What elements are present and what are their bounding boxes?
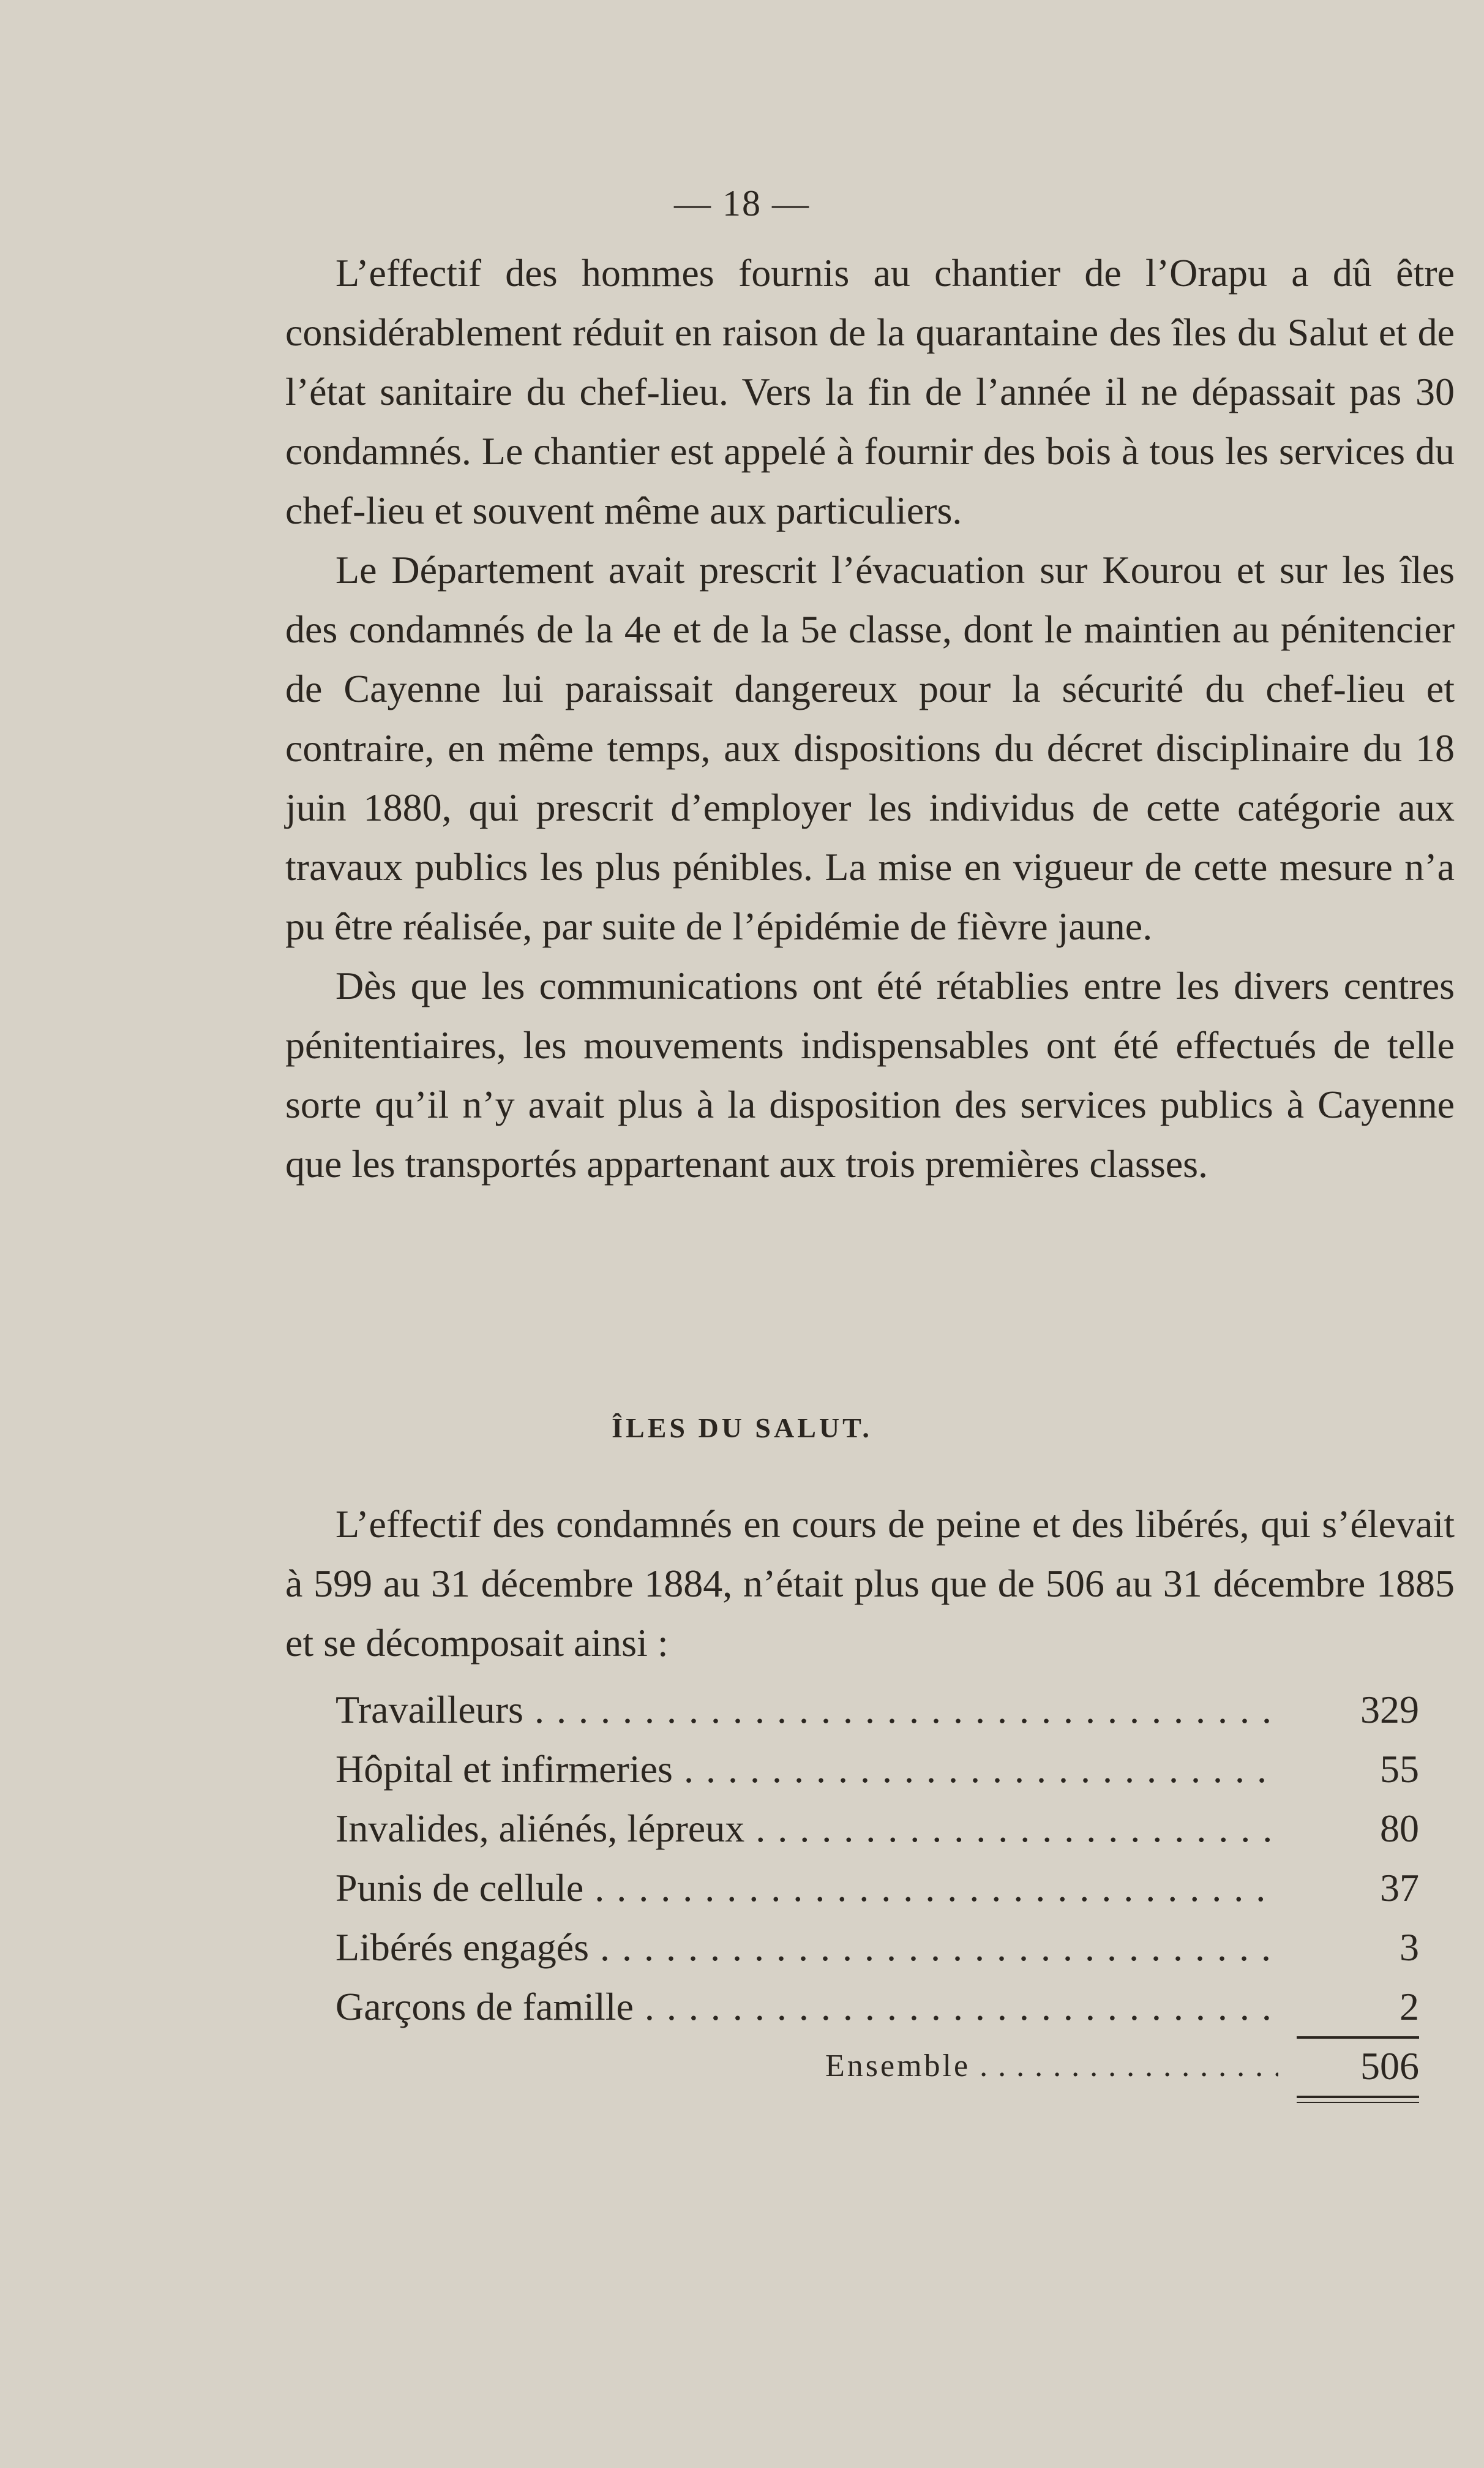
table-row: [335, 1680, 1419, 1739]
paragraph-orapu: L’effectif des hommes fournis au chantier de l’Orapu a dû être considérablement réduit en raison de la quarantaine des îles du Salut et de l’état sanitaire du chef-lieu. Vers la fin de l’année il ne dépassait pas 30 condamnés. Le chantier est appelé à fournir des bois à tous les services du chef-lieu et souvent même aux particuliers.: [285, 251, 1455, 532]
table-row: [335, 1739, 1419, 1799]
row-label: Travailleurs . . .: [335, 1680, 1278, 1739]
section-heading: ÎLES DU SALUT.: [612, 1412, 872, 1443]
page-number: — 18 —: [674, 183, 810, 224]
table-row: [335, 1917, 1419, 1977]
row-value: 80: [1380, 1807, 1419, 1850]
total-value: 506: [1297, 2036, 1419, 2094]
table-row: [335, 1977, 1419, 2036]
row-label: Hôpital et infirmeries . . .: [335, 1739, 1278, 1799]
row-value: 55: [1380, 1747, 1419, 1791]
table-row: [335, 1799, 1419, 1858]
row-value: 329: [1360, 1688, 1419, 1731]
effectif-breakdown-table: [335, 1680, 1419, 2096]
paragraph-communications: Dès que les communications ont été rétablies entre les divers centres pénitentiaires, les mouvements indispensables ont été effectués de telle sorte qu’il n’y avait plus à la disposition des services publics à Cayenne que les transportés appartenant aux trois premières classes.: [285, 964, 1455, 1186]
paragraph-effectif: L’effectif des condamnés en cours de peine et des libérés, qui s’élevait à 599 au 31 décembre 1884, n’était plus que de 506 au 31 décembre 1885 et se décomposait ainsi :: [285, 1502, 1455, 1665]
paragraph-departement: Le Département avait prescrit l’évacuation sur Kourou et sur les îles des condamnés de la 4e et de la 5e classe, dont le maintien au pénitencier de Cayenne lui paraissait dangereux pour la sécurité du chef-lieu et contraire, en même temps, aux dispositions du décret disciplinaire du 18 juin 1880, qui prescrit d’employer les individus de cette catégorie aux travaux publics les plus pénibles. La mise en vigueur de cette mesure n’a pu être réalisée, par suite de l’épidémie de fièvre jaune.: [285, 548, 1455, 948]
table-row: [335, 1858, 1419, 1917]
total-row: [335, 2036, 1419, 2096]
row-label: Libérés engagés . . .: [335, 1917, 1278, 1977]
total-double-rule: [1297, 2096, 1419, 2103]
row-value: 37: [1380, 1866, 1419, 1909]
body-text-salut: [285, 1494, 1455, 1672]
total-label: Ensemble . . .: [825, 2036, 1278, 2096]
body-text-top: [285, 243, 1455, 1194]
row-label: Punis de cellule . . .: [335, 1858, 1278, 1917]
row-label: Invalides, aliénés, lépreux . . .: [335, 1799, 1278, 1858]
row-value: 3: [1400, 1925, 1419, 1969]
row-label: Garçons de famille . . .: [335, 1977, 1278, 2036]
row-value: 2: [1400, 1985, 1419, 2028]
